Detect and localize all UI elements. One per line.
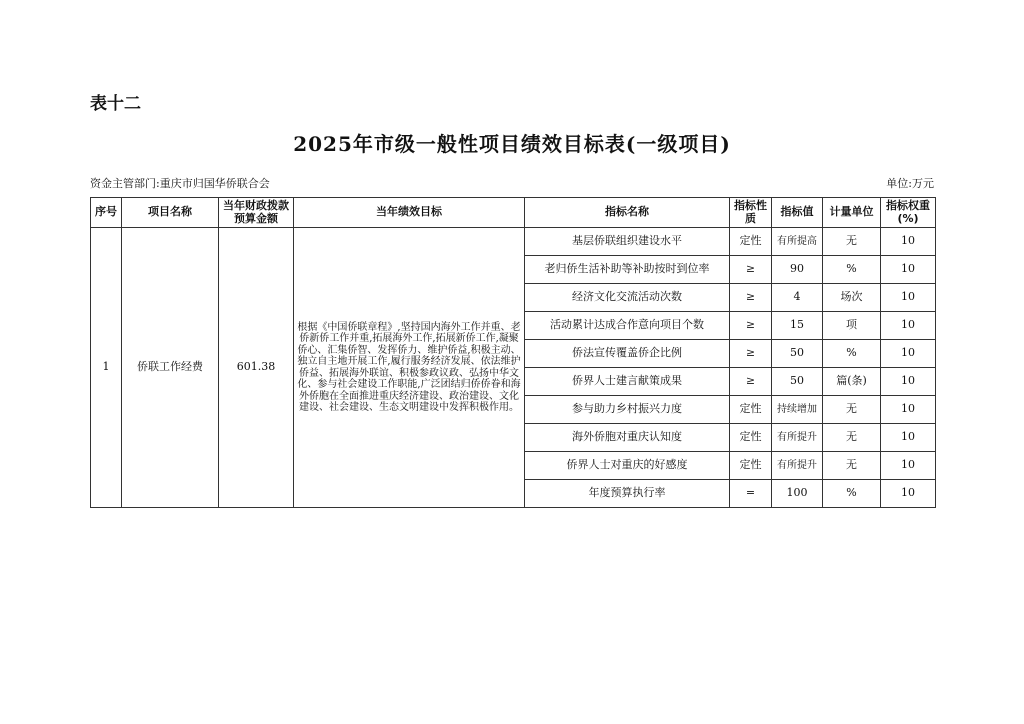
indicator-unit: 项 xyxy=(823,312,881,340)
indicator-value: 有所提升 xyxy=(772,424,823,452)
indicator-weight: 10 xyxy=(881,256,936,284)
department-line: 资金主管部门:重庆市归国华侨联合会 xyxy=(90,177,270,190)
header-seq: 序号 xyxy=(91,198,122,228)
indicator-type: 定性 xyxy=(730,452,772,480)
indicator-name: 基层侨联组织建设水平 xyxy=(525,228,730,256)
indicator-weight: 10 xyxy=(881,228,936,256)
project-name: 侨联工作经费 xyxy=(122,228,219,508)
header-indicator-type: 指标性质 xyxy=(730,198,772,228)
indicator-name: 侨界人士对重庆的好感度 xyxy=(525,452,730,480)
performance-goal-table xyxy=(90,197,936,508)
indicator-name: 年度预算执行率 xyxy=(525,480,730,508)
page-title: 2025年市级一般性项目绩效目标表(一级项目) xyxy=(293,132,731,156)
table-label: 表十二 xyxy=(90,94,141,114)
indicator-unit: 场次 xyxy=(823,284,881,312)
indicator-weight: 10 xyxy=(881,368,936,396)
header-unit: 计量单位 xyxy=(823,198,881,228)
indicator-unit: 无 xyxy=(823,396,881,424)
header-annual-goal: 当年绩效目标 xyxy=(294,198,525,228)
header-project-name: 项目名称 xyxy=(122,198,219,228)
project-budget: 601.38 xyxy=(219,228,294,508)
indicator-type: ≥ xyxy=(730,284,772,312)
indicator-name: 海外侨胞对重庆认知度 xyxy=(525,424,730,452)
indicator-type: = xyxy=(730,480,772,508)
indicator-name: 参与助力乡村振兴力度 xyxy=(525,396,730,424)
indicator-unit: 无 xyxy=(823,228,881,256)
indicator-unit: 无 xyxy=(823,452,881,480)
indicator-value: 4 xyxy=(772,284,823,312)
indicator-type: ≥ xyxy=(730,256,772,284)
indicator-unit: % xyxy=(823,340,881,368)
indicator-unit: % xyxy=(823,480,881,508)
indicator-type: ≥ xyxy=(730,368,772,396)
indicator-value: 100 xyxy=(772,480,823,508)
header-indicator-name: 指标名称 xyxy=(525,198,730,228)
indicator-weight: 10 xyxy=(881,284,936,312)
indicator-value: 50 xyxy=(772,340,823,368)
indicator-value: 持续增加 xyxy=(772,396,823,424)
indicator-name: 老归侨生活补助等补助按时到位率 xyxy=(525,256,730,284)
indicator-unit: 篇(条) xyxy=(823,368,881,396)
indicator-unit: 无 xyxy=(823,424,881,452)
indicator-name: 侨法宣传覆盖侨企比例 xyxy=(525,340,730,368)
indicator-weight: 10 xyxy=(881,480,936,508)
indicator-type: 定性 xyxy=(730,396,772,424)
indicator-name: 侨界人士建言献策成果 xyxy=(525,368,730,396)
indicator-unit: % xyxy=(823,256,881,284)
header-budget: 当年财政拨款预算金额 xyxy=(219,198,294,228)
indicator-type: 定性 xyxy=(730,228,772,256)
indicator-weight: 10 xyxy=(881,424,936,452)
indicator-value: 15 xyxy=(772,312,823,340)
indicator-weight: 10 xyxy=(881,452,936,480)
table-header-row xyxy=(91,198,936,228)
indicator-name: 活动累计达成合作意向项目个数 xyxy=(525,312,730,340)
indicator-weight: 10 xyxy=(881,396,936,424)
project-seq: 1 xyxy=(91,228,122,508)
header-weight: 指标权重(%) xyxy=(881,198,936,228)
indicator-weight: 10 xyxy=(881,340,936,368)
indicator-value: 50 xyxy=(772,368,823,396)
indicator-type: ≥ xyxy=(730,340,772,368)
project-goal: 根据《中国侨联章程》,坚持国内海外工作并重、老侨新侨工作并重,拓展海外工作,拓展新侨工作,凝聚侨心、汇集侨智、发挥侨力、维护侨益,积极主动、独立自主地开展工作,履行服务经济发展、依法维护侨益、拓展海外联谊、积极参政议政、弘扬中华文化、参与社会建设工作职能,广泛团结归侨侨眷和海外侨胞在全面推进重庆经济建设、政治建设、文化建设、社会建设、生态文明建设中发挥积极作用。 xyxy=(294,228,525,508)
indicator-value: 90 xyxy=(772,256,823,284)
unit-line: 单位:万元 xyxy=(886,177,934,190)
table-row xyxy=(91,228,936,256)
header-indicator-value: 指标值 xyxy=(772,198,823,228)
indicator-value: 有所提高 xyxy=(772,228,823,256)
indicator-type: ≥ xyxy=(730,312,772,340)
indicator-value: 有所提升 xyxy=(772,452,823,480)
indicator-weight: 10 xyxy=(881,312,936,340)
indicator-type: 定性 xyxy=(730,424,772,452)
indicator-name: 经济文化交流活动次数 xyxy=(525,284,730,312)
